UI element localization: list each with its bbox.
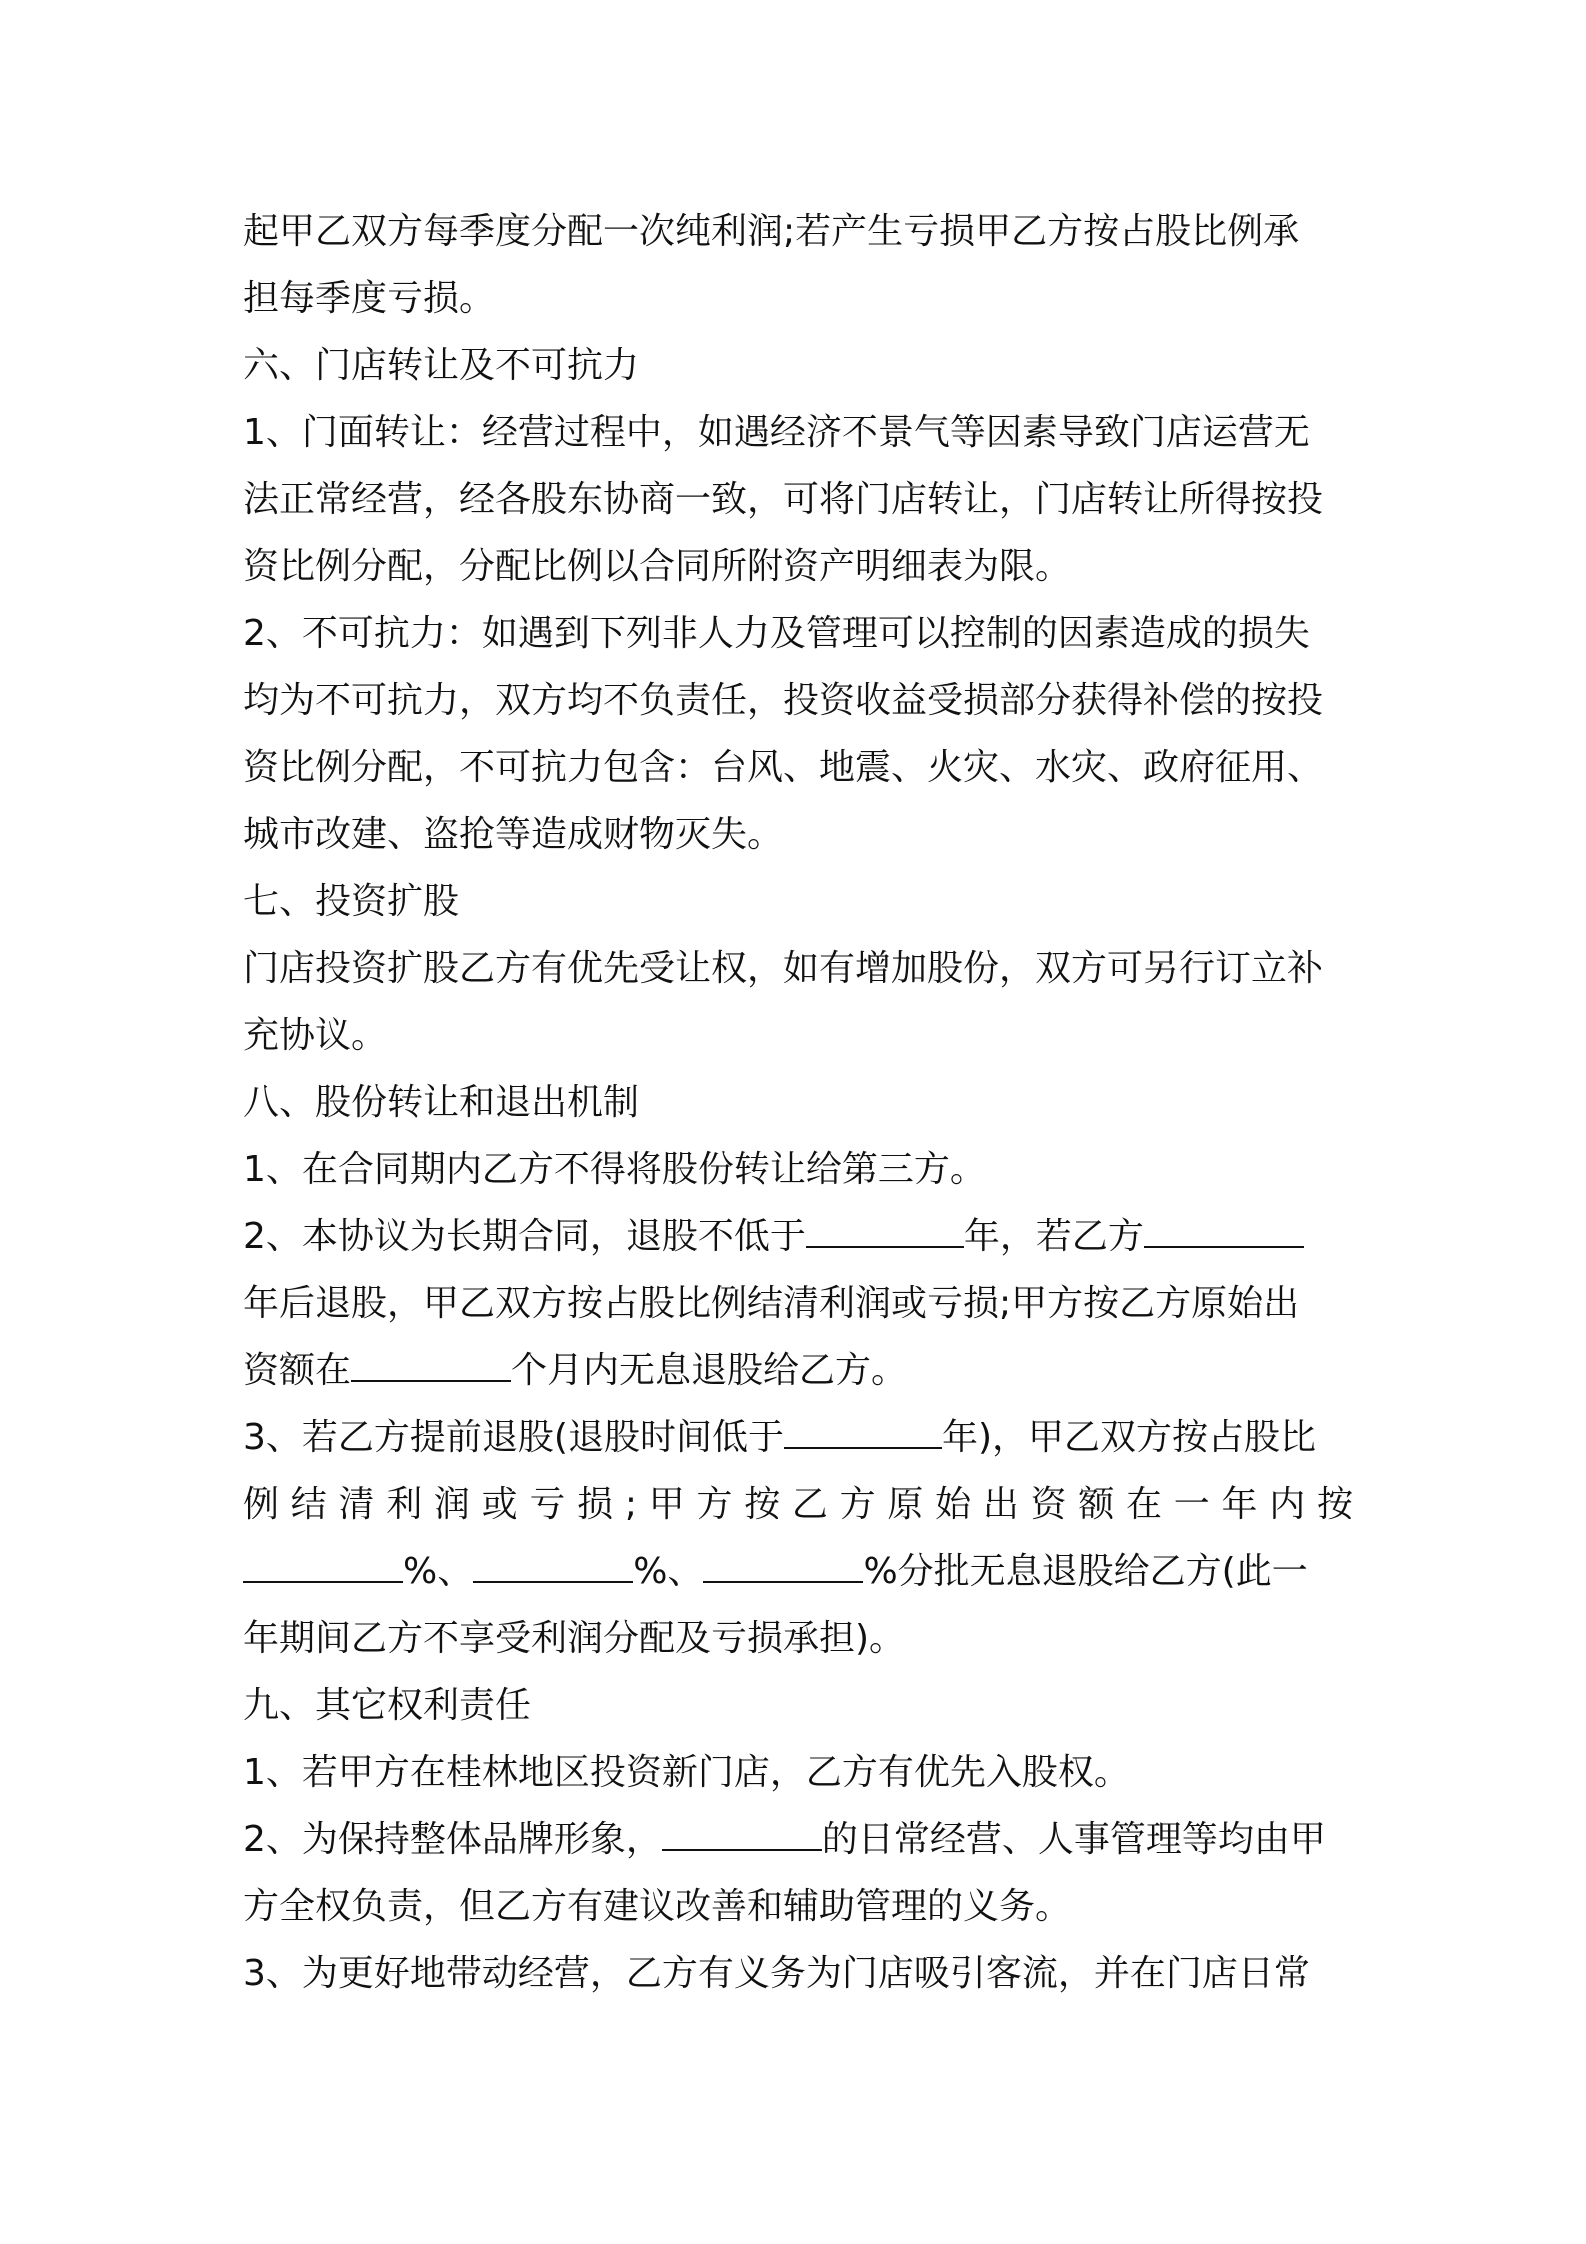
text-line-25	[243, 1806, 1353, 1873]
document-page	[243, 198, 1353, 2007]
text-line-5: 法正常经营，经各股东协商一致，可将门店转让，门店转让所得按投	[243, 479, 1324, 520]
text-line-2: 担每季度亏损。	[243, 278, 496, 319]
text-line-4: 1、门面转让：经营过程中，如遇经济不景气等因素导致门店运营无	[243, 412, 1310, 453]
text-line-1: 起甲乙双方每季度分配一次纯利润;若产生亏损甲乙方按占股比例承	[243, 211, 1300, 252]
blank-percent-2[interactable]	[473, 1545, 633, 1583]
text-line-12: 门店投资扩股乙方有优先受让权，如有增加股份，双方可另行订立补	[243, 948, 1324, 989]
text-line-21-part-c: %分批无息退股给乙方(此一	[863, 1551, 1308, 1592]
blank-years-early[interactable]	[784, 1411, 942, 1449]
text-line-25-part-b: 的日常经营、人事管理等均由甲	[821, 1819, 1326, 1860]
blank-store-name[interactable]	[662, 1813, 822, 1851]
text-line-15: 1、在合同期内乙方不得将股份转让给第三方。	[243, 1149, 986, 1190]
text-line-7: 2、不可抗力：如遇到下列非人力及管理可以控制的因素造成的损失	[243, 613, 1310, 654]
text-line-21	[243, 1538, 1353, 1605]
text-line-10: 城市改建、盗抢等造成财物灭失。	[243, 814, 784, 855]
text-line-16	[243, 1203, 1353, 1270]
text-line-9: 资比例分配，不可抗力包含：台风、地震、火灾、水灾、政府征用、	[243, 747, 1324, 788]
text-line-16-part-a: 2、本协议为长期合同，退股不低于	[243, 1216, 806, 1257]
blank-years-min[interactable]	[806, 1210, 964, 1248]
text-line-21-part-b: %、	[633, 1551, 704, 1592]
text-line-19	[243, 1404, 1353, 1471]
text-line-13: 充协议。	[243, 1015, 388, 1056]
text-line-20: 例结清利润或亏损;甲方按乙方原始出资额在一年内按	[243, 1484, 1353, 1525]
text-line-22: 年期间乙方不享受利润分配及亏损承担)。	[243, 1618, 906, 1659]
text-line-18-part-a: 资额在	[243, 1350, 352, 1391]
text-line-24: 1、若甲方在桂林地区投资新门店，乙方有优先入股权。	[243, 1752, 1130, 1793]
text-line-21-part-a: %、	[403, 1551, 474, 1592]
text-line-8: 均为不可抗力，双方均不负责任，投资收益受损部分获得补偿的按投	[243, 680, 1324, 721]
text-line-19-part-a: 3、若乙方提前退股(退股时间低于	[243, 1417, 784, 1458]
text-line-17: 年后退股，甲乙双方按占股比例结清利润或亏损;甲方按乙方原始出	[243, 1283, 1300, 1324]
section-heading-7: 七、投资扩股	[243, 881, 460, 922]
blank-months[interactable]	[351, 1344, 511, 1382]
text-line-18	[243, 1337, 1353, 1404]
text-line-27: 3、为更好地带动经营，乙方有义务为门店吸引客流，并在门店日常	[243, 1953, 1310, 1994]
text-line-25-part-a: 2、为保持整体品牌形象，	[243, 1819, 662, 1860]
section-heading-8: 八、股份转让和退出机制	[243, 1082, 640, 1123]
text-line-18-part-b: 个月内无息退股给乙方。	[511, 1350, 908, 1391]
blank-years-after[interactable]	[1144, 1210, 1304, 1248]
section-heading-9: 九、其它权利责任	[243, 1685, 532, 1726]
blank-percent-1[interactable]	[243, 1545, 403, 1583]
blank-percent-3[interactable]	[703, 1545, 863, 1583]
text-line-16-part-b: 年，若乙方	[963, 1216, 1144, 1257]
text-line-19-part-b: 年)，甲乙双方按占股比	[941, 1417, 1316, 1458]
text-line-6: 资比例分配，分配比例以合同所附资产明细表为限。	[243, 546, 1072, 587]
text-line-26: 方全权负责，但乙方有建议改善和辅助管理的义务。	[243, 1886, 1072, 1927]
section-heading-6: 六、门店转让及不可抗力	[243, 345, 640, 386]
